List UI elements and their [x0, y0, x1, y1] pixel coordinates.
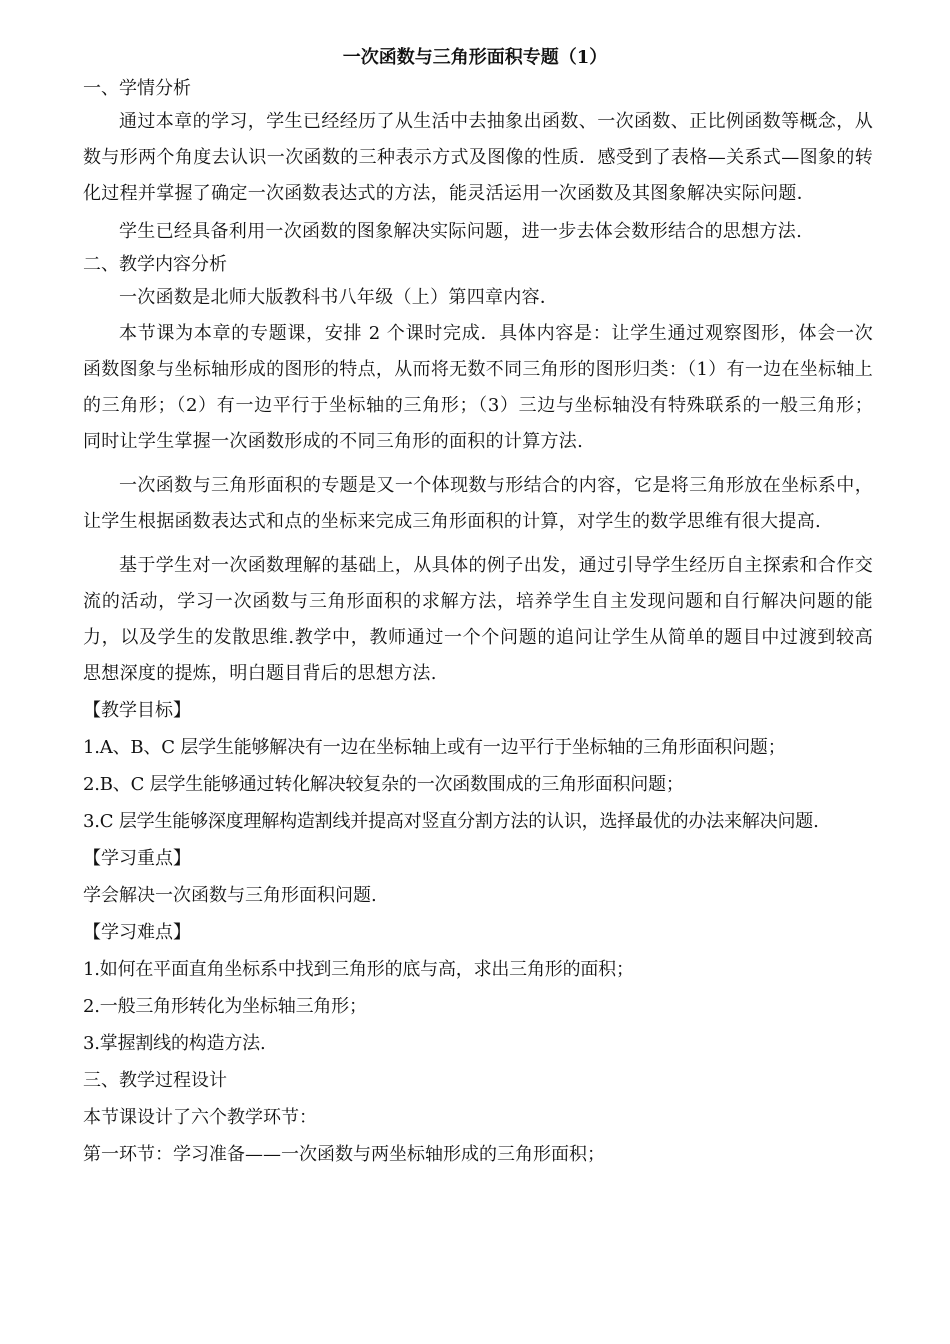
heading-key-points: 【学习重点】 [83, 848, 191, 869]
process-step-1: 第一环节：学习准备——一次函数与两坐标轴形成的三角形面积； [83, 1144, 605, 1165]
goal-item-3: 3.C 层学生能够深度理解构造割线并提高对竖直分割方法的认识，选择最优的办法来解决问题. [83, 811, 819, 832]
key-points-text: 学会解决一次函数与三角形面积问题. [83, 885, 377, 906]
paragraph-learner-analysis-1: 通过本章的学习，学生已经经历了从生活中去抽象出函数、一次函数、正比例函数等概念，从数与形两个角度去认识一次函数的三种表示方式及图像的性质．感受到了表格—关系式—图象的转化过程并掌握了确定一次函数表达式的方法，能灵活运用一次函数及其图象解决实际问题． [83, 111, 873, 204]
paragraph-learner-analysis-2: 学生已经具备利用一次函数的图象解决实际问题，进一步去体会数形结合的思想方法. [119, 221, 803, 242]
document-title: 一次函数与三角形面积专题（1） [342, 47, 608, 68]
heading-difficulties: 【学习难点】 [83, 922, 191, 943]
section-heading-process-design: 三、教学过程设计 [83, 1070, 227, 1091]
process-intro: 本节课设计了六个教学环节： [83, 1107, 317, 1128]
paragraph-content-analysis-4: 基于学生对一次函数理解的基础上，从具体的例子出发，通过引导学生经历自主探索和合作交流的活动，学习一次函数与三角形面积的求解方法，培养学生自主发现问题和自行解决问题的能力，以及学生的发散思维.教学中，教师通过一个个问题的追问让学生从简单的题目中过渡到较高思想深度的提炼，明白题目背后的思想方法. [83, 555, 873, 684]
section-heading-learner-analysis: 一、学情分析 [83, 78, 191, 99]
paragraph-content-analysis-3: 一次函数与三角形面积的专题是又一个体现数与形结合的内容，它是将三角形放在坐标系中，让学生根据函数表达式和点的坐标来完成三角形面积的计算，对学生的数学思维有很大提高. [83, 475, 873, 532]
goal-item-2: 2.B、C 层学生能够通过转化解决较复杂的一次函数围成的三角形面积问题； [83, 774, 684, 795]
heading-teaching-goals: 【教学目标】 [83, 700, 191, 721]
document-body [83, 74, 873, 1173]
goal-item-1: 1.A、B、C 层学生能够解决有一边在坐标轴上或有一边平行于坐标轴的三角形面积问题； [83, 737, 786, 758]
difficulty-item-2: 2.一般三角形转化为坐标轴三角形； [83, 996, 367, 1017]
section-heading-content-analysis: 二、教学内容分析 [83, 254, 227, 275]
paragraph-content-analysis-2: 本节课为本章的专题课，安排 2 个课时完成．具体内容是：让学生通过观察图形，体会一次函数图象与坐标轴形成的图形的特点，从而将无数不同三角形的图形归类：（1）有一边在坐标轴上的三角形；（2）有一边平行于坐标轴的三角形；（3）三边与坐标轴没有特殊联系的一般三角形；同时让学生掌握一次函数形成的不同三角形的面积的计算方法. [83, 323, 873, 452]
difficulty-item-3: 3.掌握割线的构造方法. [83, 1033, 266, 1054]
paragraph-content-analysis-1: 一次函数是北师大版教科书八年级（上）第四章内容． [119, 287, 559, 308]
difficulty-item-1: 1.如何在平面直角坐标系中找到三角形的底与高，求出三角形的面积； [83, 959, 634, 980]
